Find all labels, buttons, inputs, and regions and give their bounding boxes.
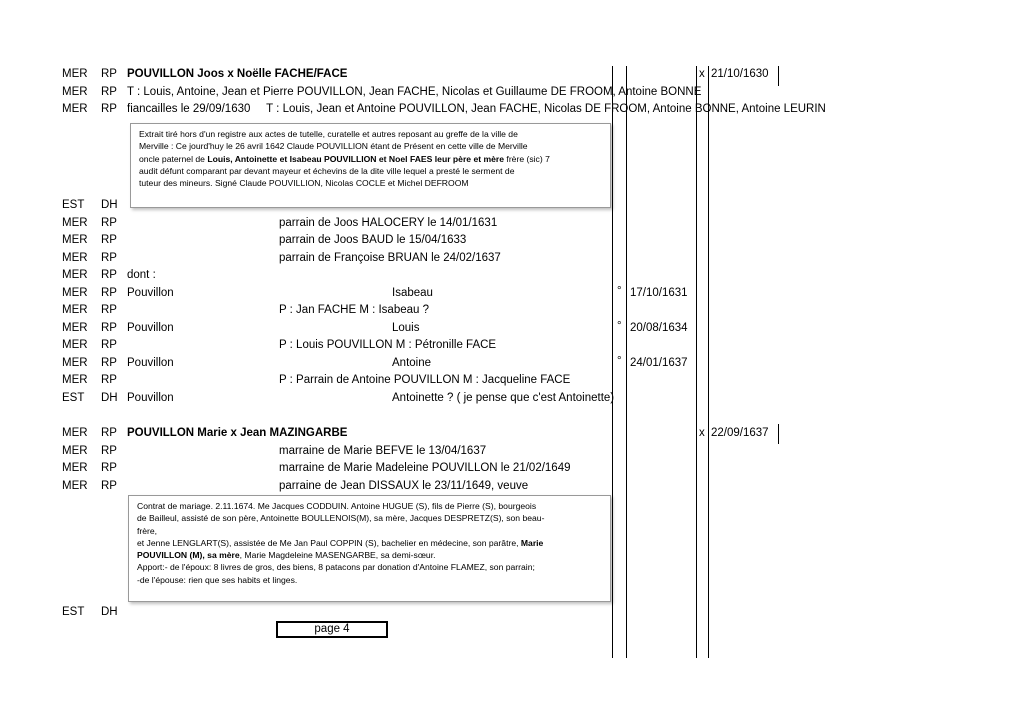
note-line: Apport:- de l'époux: 8 livres de gros, des biens, 8 patacons par donation d'Antoine FLAMEZ, son parrain; xyxy=(137,562,535,573)
godparent-text: marraine de Marie Madeleine POUVILLON le 21/02/1649 xyxy=(279,462,571,474)
row-code: DH xyxy=(101,606,118,618)
godparent-text: parraine de Jean DISSAUX le 23/11/1649, veuve xyxy=(279,480,529,492)
row-code: EST xyxy=(62,606,85,618)
child-name: Louis xyxy=(392,322,420,334)
note-bold-text: Marie xyxy=(520,537,544,548)
witnesses-text: T : Louis, Antoine, Jean et Pierre POUVILLON, Jean FACHE, Nicolas et Guillaume DE FROOM, Antoine BONNE xyxy=(127,86,702,98)
godparents-text: P : Louis POUVILLON M : Pétronille FACE xyxy=(279,339,497,351)
row-code: EST xyxy=(62,392,85,404)
row-code: DH xyxy=(101,392,118,404)
note-box-marriage-contract xyxy=(128,495,611,602)
note-line: audit défunt comparant par devant mayeur et échevins de la dite ville lequel a presté le serment de xyxy=(139,165,515,176)
row-code: RP xyxy=(101,357,117,369)
surname: Pouvillon xyxy=(127,392,174,404)
note-line: tuteur des mineurs. Signé Claude POUVILLION, Nicolas COCLE et Michel DEFROOM xyxy=(139,178,469,189)
row-code: EST xyxy=(62,199,85,211)
godparent-text: marraine de Marie BEFVE le 13/04/1637 xyxy=(279,445,487,457)
row-code: MER xyxy=(62,217,88,229)
note-line: de Bailleul, assisté de son père, Antoinette BOULLENOIS(M), sa mère, Jacques DESPRETZ(S), son beau- xyxy=(137,513,545,524)
note-line xyxy=(137,537,602,549)
date: 17/10/1631 xyxy=(630,287,688,299)
row-code: RP xyxy=(101,287,117,299)
row-code: RP xyxy=(101,374,117,386)
note-line xyxy=(139,153,602,165)
row-code: MER xyxy=(62,322,88,334)
child-name: Antoine xyxy=(392,357,432,369)
note-text: , Marie Magdeleine MASENGARBE, sa demi-sœur. xyxy=(239,550,436,561)
row-code: MER xyxy=(62,269,88,281)
row-code: RP xyxy=(101,234,117,246)
row-code: MER xyxy=(62,103,88,115)
surname: Pouvillon xyxy=(127,287,174,299)
row-code: MER xyxy=(62,252,88,264)
date: 22/09/1637 xyxy=(711,427,769,439)
rule-line xyxy=(612,66,613,658)
row-code: MER xyxy=(62,287,88,299)
rule-line xyxy=(778,66,779,86)
godparents-text: P : Parrain de Antoine POUVILLON M : Jacqueline FACE xyxy=(279,374,571,386)
date: 20/08/1634 xyxy=(630,322,688,334)
row-code: RP xyxy=(101,304,117,316)
note-line: -de l'épouse: rien que ses habits et linges. xyxy=(137,574,298,585)
row-code: RP xyxy=(101,322,117,334)
date: 24/01/1637 xyxy=(630,357,688,369)
note-text: et Jenne LENGLART(S), assistée de Me Jan Paul COPPIN (S), bachelier en médecine, son parâtre, xyxy=(137,537,521,548)
row-code: RP xyxy=(101,480,117,492)
note-bold-text: Louis, Antoinette et Isabeau POUVILLION et Noel FAES leur père et mère xyxy=(207,153,505,164)
date: 21/10/1630 xyxy=(711,68,769,80)
row-code: MER xyxy=(62,462,88,474)
rule-line xyxy=(626,66,627,658)
godparent-text: parrain de Joos BAUD le 15/04/1633 xyxy=(279,234,467,246)
row-code: RP xyxy=(101,103,117,115)
row-code: RP xyxy=(101,252,117,264)
surname: Pouvillon xyxy=(127,322,174,334)
row-code: RP xyxy=(101,217,117,229)
row-code: MER xyxy=(62,86,88,98)
row-code: RP xyxy=(101,445,117,457)
note-line: Extrait tiré hors d'un registre aux actes de tutelle, curatelle et autres reposant au greffe de la ville de xyxy=(139,129,518,139)
row-code: RP xyxy=(101,86,117,98)
row-code: RP xyxy=(101,427,117,439)
rule-line xyxy=(708,66,709,658)
row-code: RP xyxy=(101,339,117,351)
couple-title: POUVILLON Marie x Jean MAZINGARBE xyxy=(127,427,348,439)
row-code: MER xyxy=(62,357,88,369)
children-label: dont : xyxy=(127,269,156,281)
note-text: oncle paternel de xyxy=(139,153,208,164)
row-code: MER xyxy=(62,68,88,80)
row-code: MER xyxy=(62,374,88,386)
child-name: Antoinette ? ( je pense que c'est Antoinette) xyxy=(392,392,615,404)
note-bold-text: POUVILLON (M), sa mère xyxy=(137,550,240,561)
child-name: Isabeau xyxy=(392,287,433,299)
row-code: RP xyxy=(101,462,117,474)
godparents-text: P : Jan FACHE M : Isabeau ? xyxy=(279,304,429,316)
page-number: page 4 xyxy=(276,621,388,638)
note-line xyxy=(137,549,602,561)
note-box-guardianship xyxy=(130,123,611,208)
row-code: MER xyxy=(62,427,88,439)
couple-title: POUVILLON Joos x Noëlle FACHE/FACE xyxy=(127,68,348,80)
birth-mark: ° xyxy=(617,355,622,367)
birth-mark: ° xyxy=(617,285,622,297)
rule-line xyxy=(778,424,779,444)
marriage-mark: x xyxy=(699,68,705,80)
row-code: MER xyxy=(62,234,88,246)
note-line: frère, xyxy=(137,525,158,536)
row-code: MER xyxy=(62,339,88,351)
godparent-text: parrain de Joos HALOCERY le 14/01/1631 xyxy=(279,217,498,229)
surname: Pouvillon xyxy=(127,357,174,369)
row-code: MER xyxy=(62,480,88,492)
row-code: RP xyxy=(101,68,117,80)
row-code: DH xyxy=(101,199,118,211)
row-code: MER xyxy=(62,304,88,316)
marriage-mark: x xyxy=(699,427,705,439)
engagement-text: fiancailles le 29/09/1630 T : Louis, Jean et Antoine POUVILLON, Jean FACHE, Nicolas DE FROOM, Antoine BONNE, Antoine LEURIN xyxy=(127,103,826,115)
note-text: frère (sic) 7 xyxy=(504,153,550,164)
note-line: Merville : Ce jourd'huy le 26 avril 1642 Claude POUVILLION étant de Présent en cette ville de Merville xyxy=(139,141,528,152)
rule-line xyxy=(696,66,697,658)
row-code: RP xyxy=(101,269,117,281)
birth-mark: ° xyxy=(617,320,622,332)
note-line: Contrat de mariage. 2.11.1674. Me Jacques CODDUIN. Antoine HUGUE (S), fils de Pierre (S), bourgeois xyxy=(137,501,537,511)
godparent-text: parrain de Françoise BRUAN le 24/02/1637 xyxy=(279,252,501,264)
row-code: MER xyxy=(62,445,88,457)
